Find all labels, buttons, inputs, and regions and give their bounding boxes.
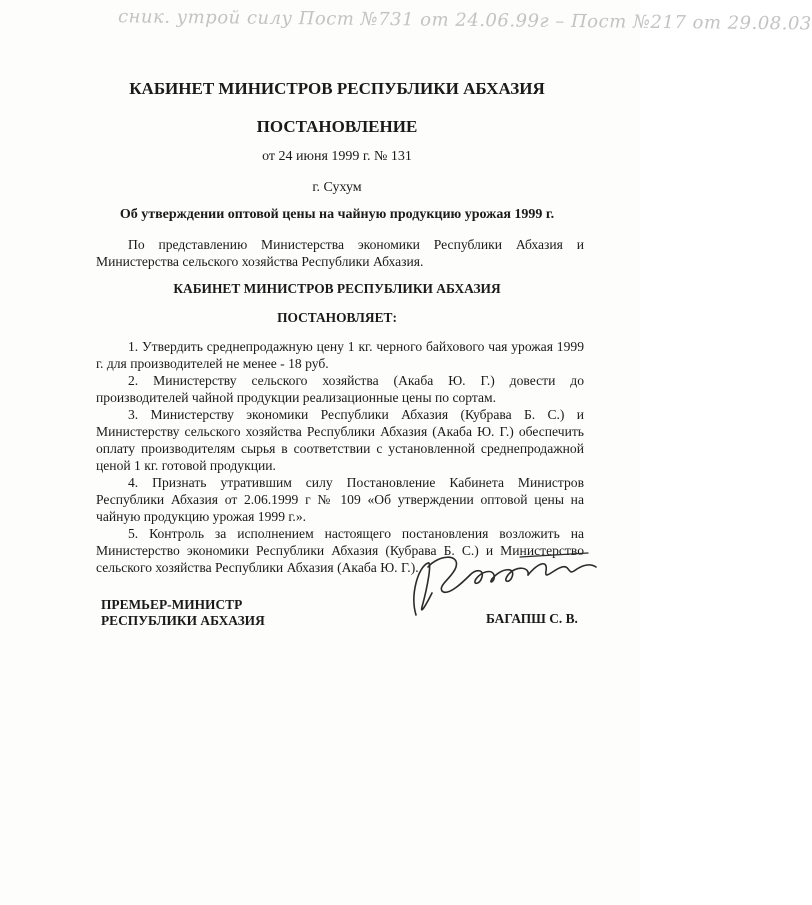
- decree-item: 4. Признать утратившим силу Постановление Кабинета Министров Республики Абхазия от 2.06.1999 г № 109 «Об утверждении оптовой цены на чайную продукцию урожая 1999 г.».: [96, 475, 584, 524]
- position-line-1: ПРЕМЬЕР-МИНИСТР: [101, 597, 243, 612]
- decree-item: 2. Министерству сельского хозяйства (Акаба Ю. Г.) довести до производителей чайной продукции реализационные цены по сортам.: [96, 373, 584, 405]
- issuer-title: КАБИНЕТ МИНИСТРОВ РЕСПУБЛИКИ АБХАЗИЯ: [129, 79, 545, 98]
- signatory-name: БАГАПШ С. В.: [486, 611, 578, 626]
- date-number: от 24 июня 1999 г. № 131: [262, 149, 412, 164]
- signatory-position: [101, 597, 265, 629]
- decree-item: 3. Министерству экономики Республики Абхазия (Кубрава Б. С.) и Министерству сельского хозяйства Республики Абхазия (Акаба Ю. Г.) обеспечить оплату производителям сырья в соответствии с установленной среднепродажной ценой 1 кг. готовой продукции.: [96, 407, 584, 473]
- document-subject: Об утверждении оптовой цены на чайную продукцию урожая 1999 г.: [119, 207, 555, 222]
- decrees-heading: ПОСТАНОВЛЯЕТ:: [277, 310, 397, 325]
- document-type: ПОСТАНОВЛЕНИЕ: [256, 117, 418, 136]
- decree-item: 5. Контроль за исполнением настоящего постановления возложить на Министерство экономики Республики Абхазия (Кубрава Б. С.) и Министерство сельского хозяйства Республики Абхазия (Акаба Ю. Г.).: [96, 526, 584, 575]
- decree-items: [96, 338, 584, 576]
- handwritten-annotation: сник. утрой силу Пост №731 от 24.06.99г – Пост №217 от 29.08.03: [117, 6, 812, 35]
- issuer-repeat: КАБИНЕТ МИНИСТРОВ РЕСПУБЛИКИ АБХАЗИЯ: [173, 281, 501, 296]
- position-line-2: РЕСПУБЛИКИ АБХАЗИЯ: [101, 613, 265, 628]
- intro-paragraph: По представлению Министерства экономики Республики Абхазия и Министерства сельского хозяйства Республики Абхазия.: [96, 237, 584, 269]
- decree-item: 1. Утвердить среднепродажную цену 1 кг. черного байхового чая урожая 1999 г. для производителей не менее - 18 руб.: [96, 339, 584, 371]
- city: г. Сухум: [312, 180, 362, 195]
